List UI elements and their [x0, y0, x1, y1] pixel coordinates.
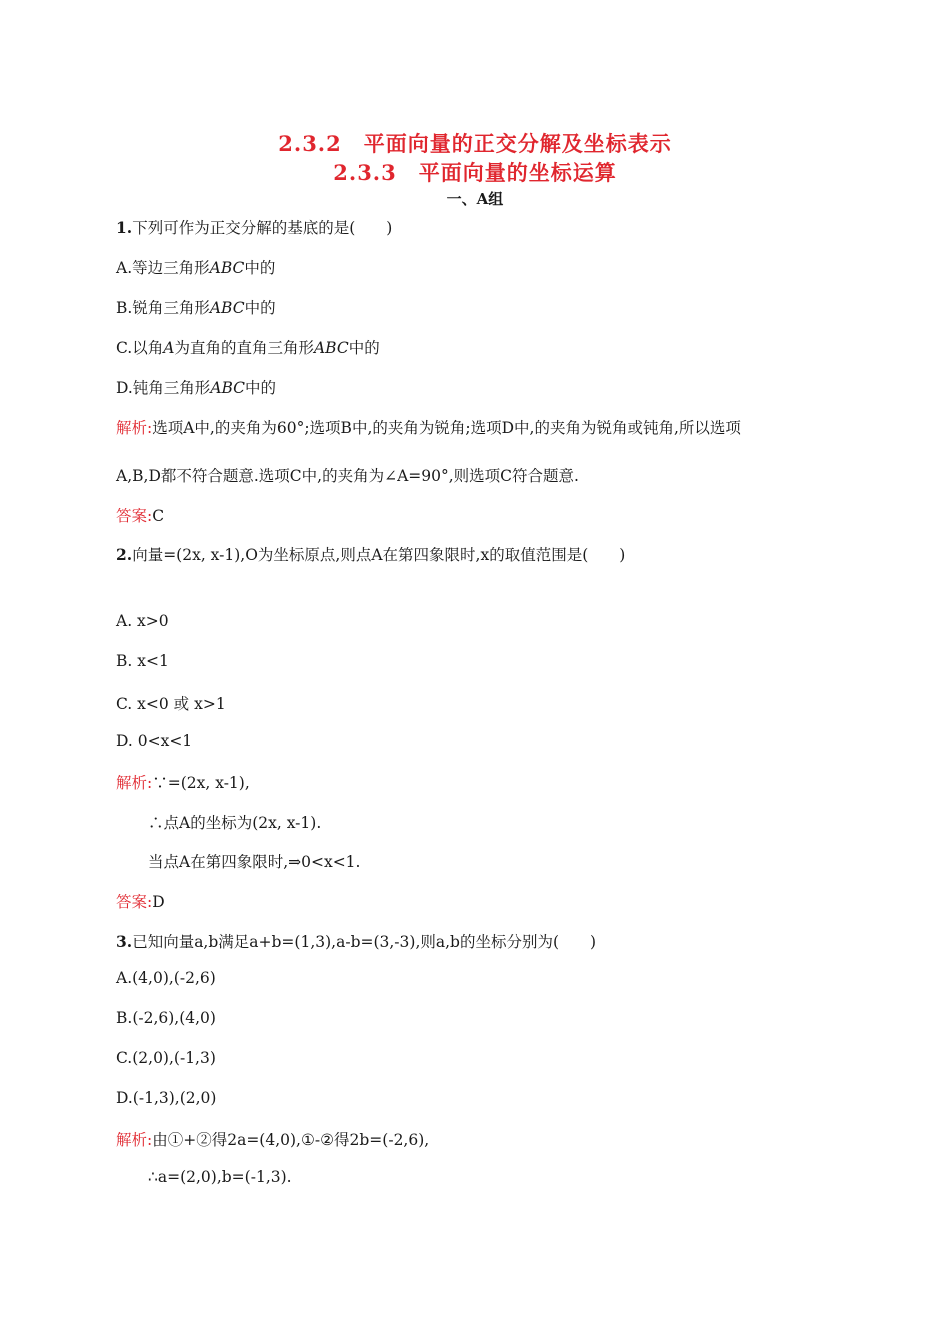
section-heading: 一、A组	[446, 190, 504, 208]
q2-option-a: A. x>0	[116, 612, 169, 630]
question-stem: 已知向量a,b满足a+b=(1,3),a-b=(3,-3),则a,b的坐标分别为( )	[132, 933, 597, 951]
q3-option-a: A.(4,0),(-2,6)	[116, 969, 216, 987]
title-line-1: 2.3.2 平面向量的正交分解及坐标表示	[278, 131, 672, 156]
q2-option-c: C. x<0 或 x>1	[116, 695, 226, 713]
q2-option-d: D. 0<x<1	[116, 732, 193, 750]
question-stem: 下列可作为正交分解的基底的是( )	[132, 219, 393, 237]
q3-analysis-line-2: ∴a=(2,0),b=(-1,3).	[148, 1168, 292, 1186]
question-2	[116, 543, 625, 565]
q1-option-d: D.钝角三角形ABC中的	[116, 379, 277, 397]
q1-option-c: C.以角A为直角的直角三角形ABC中的	[116, 339, 380, 357]
q3-option-b: B.(-2,6),(4,0)	[116, 1009, 216, 1027]
q2-analysis-line-2: ∴点A的坐标为(2x, x-1).	[148, 814, 322, 832]
q2-answer: 答案:D	[116, 893, 165, 911]
q2-analysis-line-3: 当点A在第四象限时,⇒0<x<1.	[148, 853, 361, 871]
question-number: 3.	[116, 932, 133, 951]
q1-analysis-line-2: A,B,D都不符合题意.选项C中,的夹角为∠A=90°,则选项C符合题意.	[116, 467, 579, 485]
q3-analysis-line-1: 解析:由①+②得2a=(4,0),①-②得2b=(-2,6),	[116, 1131, 430, 1149]
title-line-2: 2.3.3 平面向量的坐标运算	[333, 160, 617, 185]
answer-label: 答案:	[116, 507, 153, 525]
analysis-label: 解析:	[116, 1131, 153, 1149]
question-number: 2.	[116, 545, 133, 564]
question-3	[116, 930, 596, 952]
question-number: 1.	[116, 218, 133, 237]
q1-option-b: B.锐角三角形ABC中的	[116, 299, 276, 317]
q1-analysis-line-1: 解析:选项A中,的夹角为60°;选项B中,的夹角为锐角;选项D中,的夹角为锐角或钝角,所以选项	[116, 419, 741, 437]
q2-analysis-line-1: 解析:∵=(2x, x-1),	[116, 774, 250, 792]
q3-option-d: D.(-1,3),(2,0)	[116, 1089, 217, 1107]
q2-option-b: B. x<1	[116, 652, 169, 670]
q1-option-a: A.等边三角形ABC中的	[116, 259, 276, 277]
q3-option-c: C.(2,0),(-1,3)	[116, 1049, 216, 1067]
question-1	[116, 216, 392, 238]
question-stem: 向量=(2x, x-1),O为坐标原点,则点A在第四象限时,x的取值范围是( )	[132, 546, 626, 564]
analysis-label: 解析:	[116, 419, 153, 437]
answer-label: 答案:	[116, 893, 153, 911]
analysis-label: 解析:	[116, 774, 153, 792]
q1-answer: 答案:C	[116, 507, 165, 525]
